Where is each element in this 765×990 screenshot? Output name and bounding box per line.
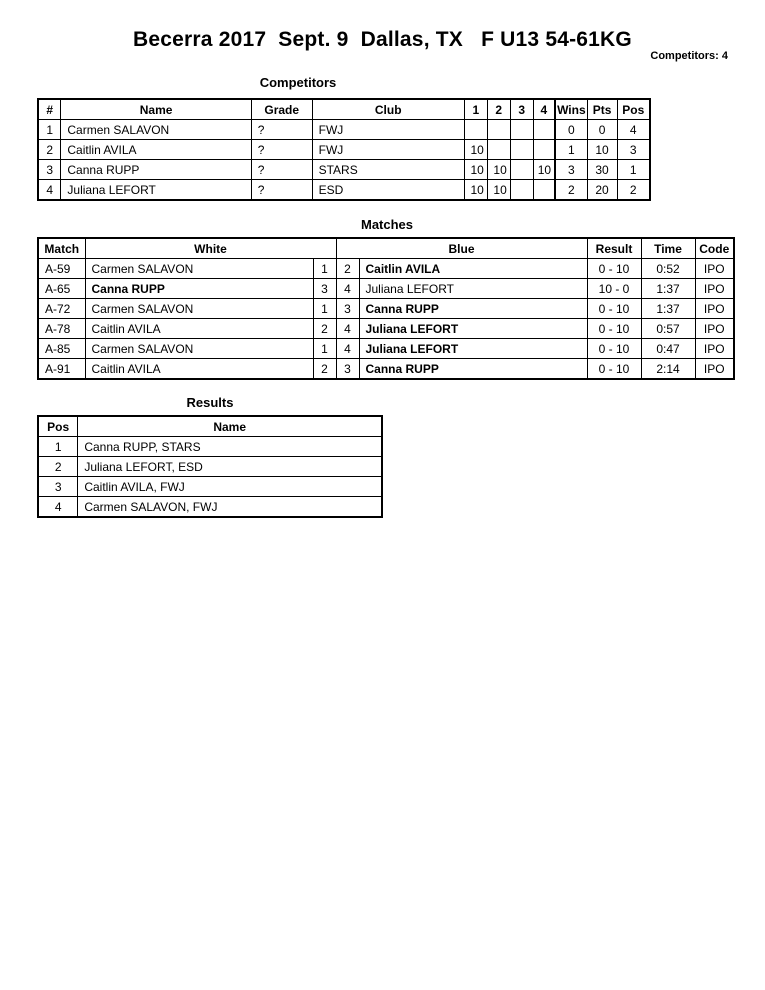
match-result: 0 - 10	[587, 259, 641, 279]
blue-competitor: Canna RUPP	[359, 359, 587, 380]
competitor-name: Canna RUPP	[61, 160, 251, 180]
score-vs-1: 10	[464, 140, 487, 160]
result-row	[38, 497, 382, 518]
blue-number: 2	[336, 259, 359, 279]
competitor-points: 10	[587, 140, 617, 160]
blue-number: 4	[336, 339, 359, 359]
competitor-number: 2	[38, 140, 61, 160]
col-header-white: White	[85, 238, 336, 259]
white-number: 1	[313, 339, 336, 359]
match-result: 10 - 0	[587, 279, 641, 299]
competitor-name: Carmen SALAVON	[61, 120, 251, 140]
competitor-points: 30	[587, 160, 617, 180]
col-header-num: #	[38, 99, 61, 120]
competitor-name: Caitlin AVILA	[61, 140, 251, 160]
competitor-club: FWJ	[312, 140, 464, 160]
match-code: IPO	[695, 319, 734, 339]
match-row	[38, 259, 734, 279]
result-position: 1	[38, 437, 78, 457]
competitor-club: ESD	[312, 180, 464, 201]
blue-competitor: Juliana LEFORT	[359, 319, 587, 339]
result-name: Canna RUPP, STARS	[78, 437, 382, 457]
competitor-name: Juliana LEFORT	[61, 180, 251, 201]
white-competitor: Caitlin AVILA	[85, 359, 313, 380]
competitors-heading: Competitors	[259, 75, 337, 90]
competitor-grade: ?	[251, 180, 312, 201]
blue-competitor: Juliana LEFORT	[359, 339, 587, 359]
matches-header-row	[38, 238, 734, 259]
col-header-score-3: 3	[510, 99, 533, 120]
score-vs-3	[510, 140, 533, 160]
page-title: Becerra 2017 Sept. 9 Dallas, TX F U13 54-61KG	[133, 28, 632, 51]
score-vs-4	[533, 120, 555, 140]
col-header-pos: Pos	[617, 99, 650, 120]
match-code: IPO	[695, 339, 734, 359]
competitor-wins: 2	[555, 180, 587, 201]
match-time: 0:52	[641, 259, 695, 279]
competitor-wins: 0	[555, 120, 587, 140]
col-header-grade: Grade	[251, 99, 312, 120]
result-position: 3	[38, 477, 78, 497]
competitor-points: 0	[587, 120, 617, 140]
col-header-time: Time	[641, 238, 695, 259]
col-header-club: Club	[312, 99, 464, 120]
match-code: IPO	[695, 259, 734, 279]
competitor-number: 3	[38, 160, 61, 180]
col-header-blue: Blue	[336, 238, 587, 259]
result-row	[38, 457, 382, 477]
competitor-wins: 3	[555, 160, 587, 180]
competitor-row	[38, 180, 650, 201]
blue-number: 3	[336, 359, 359, 380]
match-row	[38, 279, 734, 299]
match-id: A-72	[38, 299, 85, 319]
white-number: 2	[313, 359, 336, 380]
col-header-score-1: 1	[464, 99, 487, 120]
matches-table	[37, 237, 735, 380]
result-position: 4	[38, 497, 78, 518]
score-vs-1: 10	[464, 160, 487, 180]
competitor-position: 2	[617, 180, 650, 201]
competitors-count: Competitors: 4	[650, 50, 728, 62]
competitors-header-row	[38, 99, 650, 120]
col-header-score-4: 4	[533, 99, 555, 120]
col-header-result-pos: Pos	[38, 416, 78, 437]
match-code: IPO	[695, 359, 734, 380]
competitor-club: FWJ	[312, 120, 464, 140]
result-name: Juliana LEFORT, ESD	[78, 457, 382, 477]
competitor-grade: ?	[251, 140, 312, 160]
white-competitor: Canna RUPP	[85, 279, 313, 299]
matches-heading: Matches	[360, 217, 414, 232]
score-vs-4	[533, 180, 555, 201]
col-header-name: Name	[61, 99, 251, 120]
score-vs-1	[464, 120, 487, 140]
competitor-club: STARS	[312, 160, 464, 180]
match-code: IPO	[695, 279, 734, 299]
white-number: 2	[313, 319, 336, 339]
blue-number: 4	[336, 279, 359, 299]
white-number: 3	[313, 279, 336, 299]
white-competitor: Carmen SALAVON	[85, 339, 313, 359]
match-code: IPO	[695, 299, 734, 319]
competitor-position: 4	[617, 120, 650, 140]
match-result: 0 - 10	[587, 299, 641, 319]
competitor-position: 1	[617, 160, 650, 180]
results-heading: Results	[186, 395, 234, 410]
score-vs-2: 10	[487, 180, 510, 201]
col-header-wins: Wins	[555, 99, 587, 120]
blue-competitor: Caitlin AVILA	[359, 259, 587, 279]
score-vs-2: 10	[487, 160, 510, 180]
blue-competitor: Juliana LEFORT	[359, 279, 587, 299]
score-vs-2	[487, 140, 510, 160]
match-row	[38, 299, 734, 319]
blue-number: 4	[336, 319, 359, 339]
competitor-position: 3	[617, 140, 650, 160]
blue-competitor: Canna RUPP	[359, 299, 587, 319]
result-row	[38, 477, 382, 497]
score-vs-4: 10	[533, 160, 555, 180]
score-vs-4	[533, 140, 555, 160]
result-position: 2	[38, 457, 78, 477]
score-vs-3	[510, 180, 533, 201]
score-vs-3	[510, 120, 533, 140]
blue-number: 3	[336, 299, 359, 319]
white-number: 1	[313, 259, 336, 279]
col-header-score-2: 2	[487, 99, 510, 120]
match-result: 0 - 10	[587, 319, 641, 339]
match-id: A-59	[38, 259, 85, 279]
col-header-match: Match	[38, 238, 85, 259]
competitor-wins: 1	[555, 140, 587, 160]
competitors-table	[37, 98, 651, 201]
col-header-result: Result	[587, 238, 641, 259]
match-row	[38, 319, 734, 339]
white-competitor: Carmen SALAVON	[85, 259, 313, 279]
result-name: Caitlin AVILA, FWJ	[78, 477, 382, 497]
match-time: 0:47	[641, 339, 695, 359]
match-row	[38, 359, 734, 380]
result-name: Carmen SALAVON, FWJ	[78, 497, 382, 518]
match-id: A-91	[38, 359, 85, 380]
match-time: 2:14	[641, 359, 695, 380]
white-competitor: Carmen SALAVON	[85, 299, 313, 319]
match-time: 1:37	[641, 279, 695, 299]
competitor-grade: ?	[251, 160, 312, 180]
results-header-row	[38, 416, 382, 437]
competitor-row	[38, 120, 650, 140]
competitor-row	[38, 160, 650, 180]
competitor-number: 1	[38, 120, 61, 140]
match-result: 0 - 10	[587, 359, 641, 380]
score-vs-1: 10	[464, 180, 487, 201]
results-table	[37, 415, 383, 518]
match-time: 0:57	[641, 319, 695, 339]
match-result: 0 - 10	[587, 339, 641, 359]
match-time: 1:37	[641, 299, 695, 319]
competitor-points: 20	[587, 180, 617, 201]
competitor-grade: ?	[251, 120, 312, 140]
col-header-code: Code	[695, 238, 734, 259]
competitor-row	[38, 140, 650, 160]
match-id: A-85	[38, 339, 85, 359]
match-id: A-78	[38, 319, 85, 339]
score-vs-2	[487, 120, 510, 140]
col-header-result-name: Name	[78, 416, 382, 437]
competitor-number: 4	[38, 180, 61, 201]
col-header-pts: Pts	[587, 99, 617, 120]
result-row	[38, 437, 382, 457]
match-id: A-65	[38, 279, 85, 299]
white-number: 1	[313, 299, 336, 319]
white-competitor: Caitlin AVILA	[85, 319, 313, 339]
match-row	[38, 339, 734, 359]
score-vs-3	[510, 160, 533, 180]
